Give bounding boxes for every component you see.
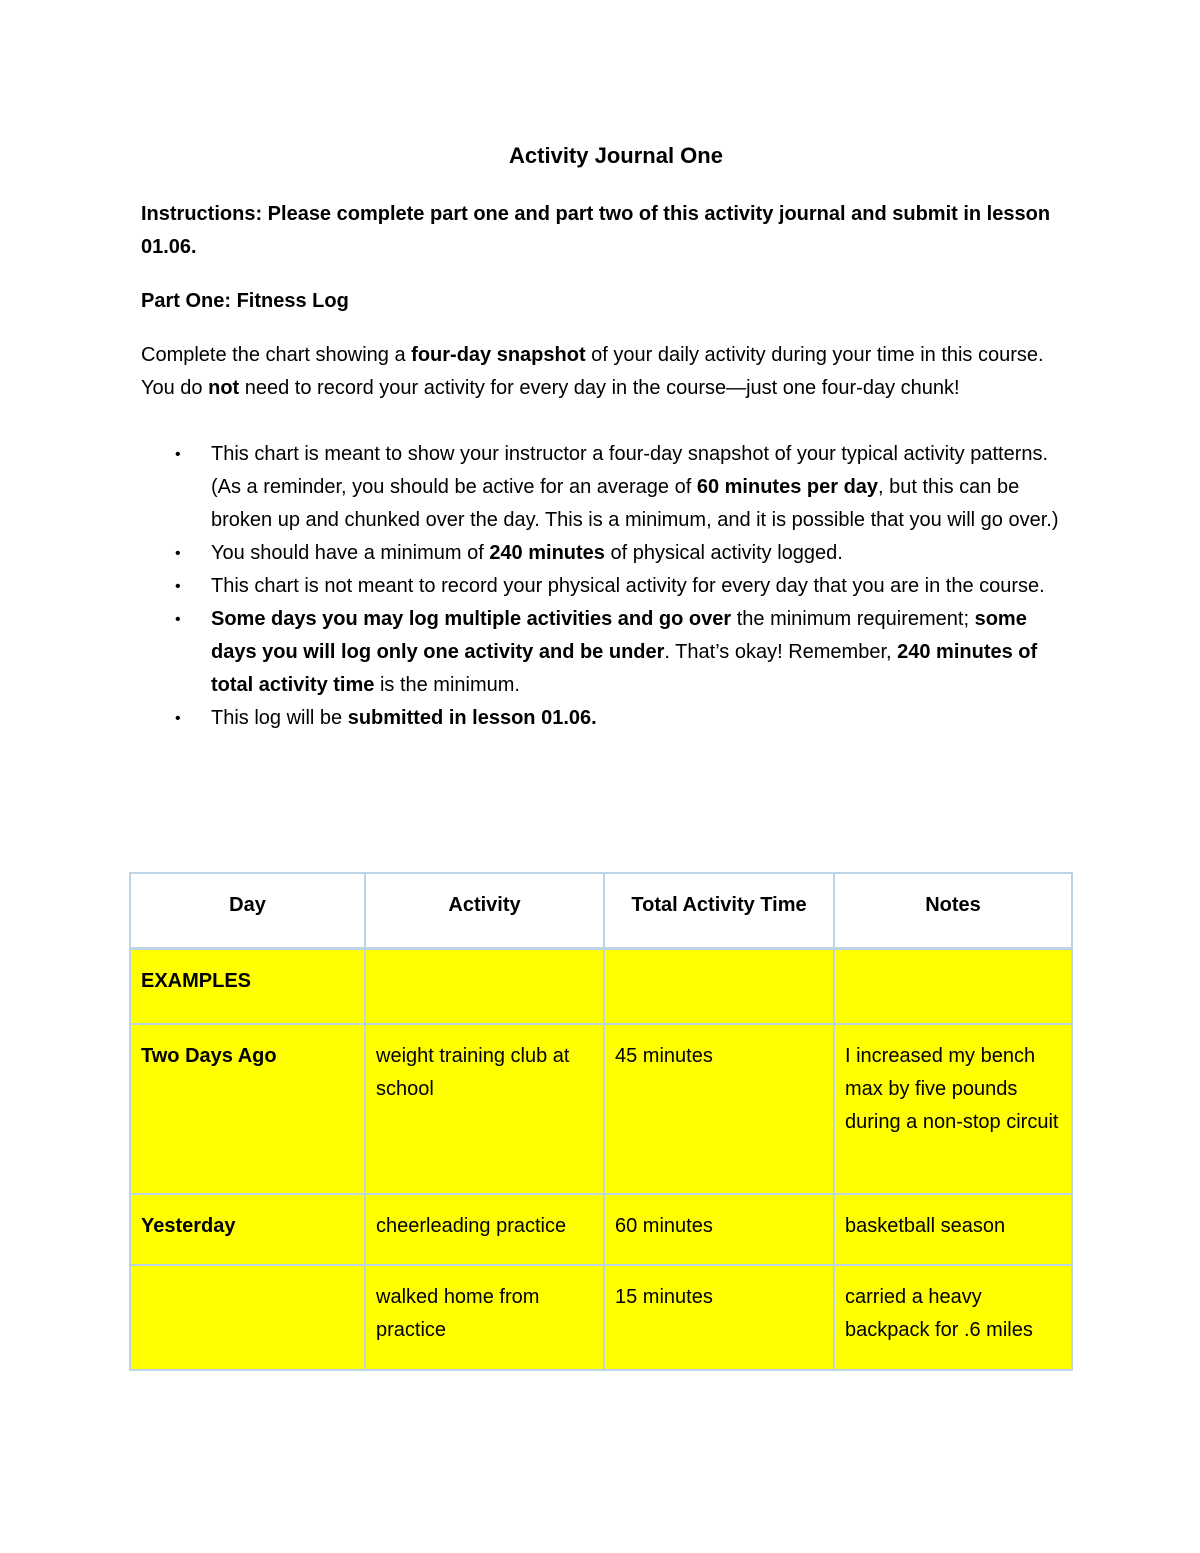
notes-cell [834, 949, 1072, 1025]
bullet-icon: • [175, 545, 181, 562]
table-row [130, 1265, 1072, 1370]
bullet-text: , but this can be broken up and chunked over the day. This is a minimum, and it is possible that you will go over.) [211, 476, 1059, 531]
bullet-text: This chart is meant to show your instructor a four-day snapshot of your typical activity patterns. (As a reminder, you should be active for an average of [211, 443, 1049, 498]
header-notes: Notes [834, 873, 1072, 949]
day-cell: EXAMPLES [130, 949, 365, 1025]
instructions-paragraph: Instructions: Please complete part one and part two of this activity journal and submit in lesson 01.06. [141, 203, 1051, 258]
bullet-bold-text: 240 minutes of total activity time [211, 641, 1038, 696]
day-cell [130, 1265, 365, 1370]
day-cell: Two Days Ago [130, 1024, 365, 1194]
part-one-heading: Part One: Fitness Log [141, 290, 349, 312]
bullet-text: You should have a minimum of [211, 542, 490, 564]
notes-cell: I increased my bench max by five pounds during a non-stop circuit [834, 1024, 1072, 1194]
bullet-item [175, 438, 1071, 537]
intro-bold-text: not [208, 377, 240, 399]
bullet-icon: • [175, 578, 181, 595]
notes-cell: carried a heavy backpack for .6 miles [834, 1265, 1072, 1370]
bullet-icon: • [175, 446, 181, 463]
intro-text: of your daily activity during your time in this course. You do [141, 344, 1044, 399]
bullet-bold-text: submitted in lesson 01.06. [347, 707, 597, 729]
activity-cell: cheerleading practice [365, 1194, 604, 1265]
bullet-item [175, 570, 1071, 603]
time-cell [604, 949, 834, 1025]
bullet-text: . That’s okay! Remember, [664, 641, 898, 663]
time-cell: 15 minutes [604, 1265, 834, 1370]
bullet-item [175, 537, 1071, 570]
bullet-bold-text: 240 minutes [489, 542, 605, 564]
bullet-text: This chart is not meant to record your physical activity for every day that you are in the course. [211, 575, 1045, 597]
header-activity: Activity [365, 873, 604, 949]
header-total-activity-time: Total Activity Time [604, 873, 834, 949]
bullet-bold-text: 60 minutes per day [696, 476, 879, 498]
intro-bold-text: four-day snapshot [411, 344, 586, 366]
instruction-bullet-list [175, 438, 1071, 735]
notes-cell: basketball season [834, 1194, 1072, 1265]
table-header-row [130, 873, 1072, 949]
bullet-bold-text: Some days you may log multiple activities and go over [211, 608, 732, 630]
activity-cell: weight training club at school [365, 1024, 604, 1194]
table-row [130, 1194, 1072, 1265]
bullet-icon: • [175, 611, 181, 628]
fitness-log-table [129, 872, 1073, 1371]
activity-cell: walked home from practice [365, 1265, 604, 1370]
activity-cell [365, 949, 604, 1025]
time-cell: 45 minutes [604, 1024, 834, 1194]
intro-text: Complete the chart showing a [141, 344, 412, 366]
table-row [130, 1024, 1072, 1194]
bullet-text: the minimum requirement; [731, 608, 975, 630]
bullet-icon: • [175, 710, 181, 727]
intro-paragraph [141, 339, 1061, 405]
intro-text: need to record your activity for every day in the course—just one four-day chunk! [239, 377, 960, 399]
time-cell: 60 minutes [604, 1194, 834, 1265]
document-title: Activity Journal One [509, 143, 723, 168]
bullet-text: is the minimum. [374, 674, 520, 696]
bullet-item [175, 702, 1071, 735]
bullet-text: of physical activity logged. [604, 542, 843, 564]
bullet-bold-text: some days you will log only one activity and be under [211, 608, 1027, 663]
bullet-text: This log will be [211, 707, 348, 729]
header-day: Day [130, 873, 365, 949]
day-cell: Yesterday [130, 1194, 365, 1265]
bullet-item [175, 603, 1071, 702]
table-row [130, 949, 1072, 1025]
